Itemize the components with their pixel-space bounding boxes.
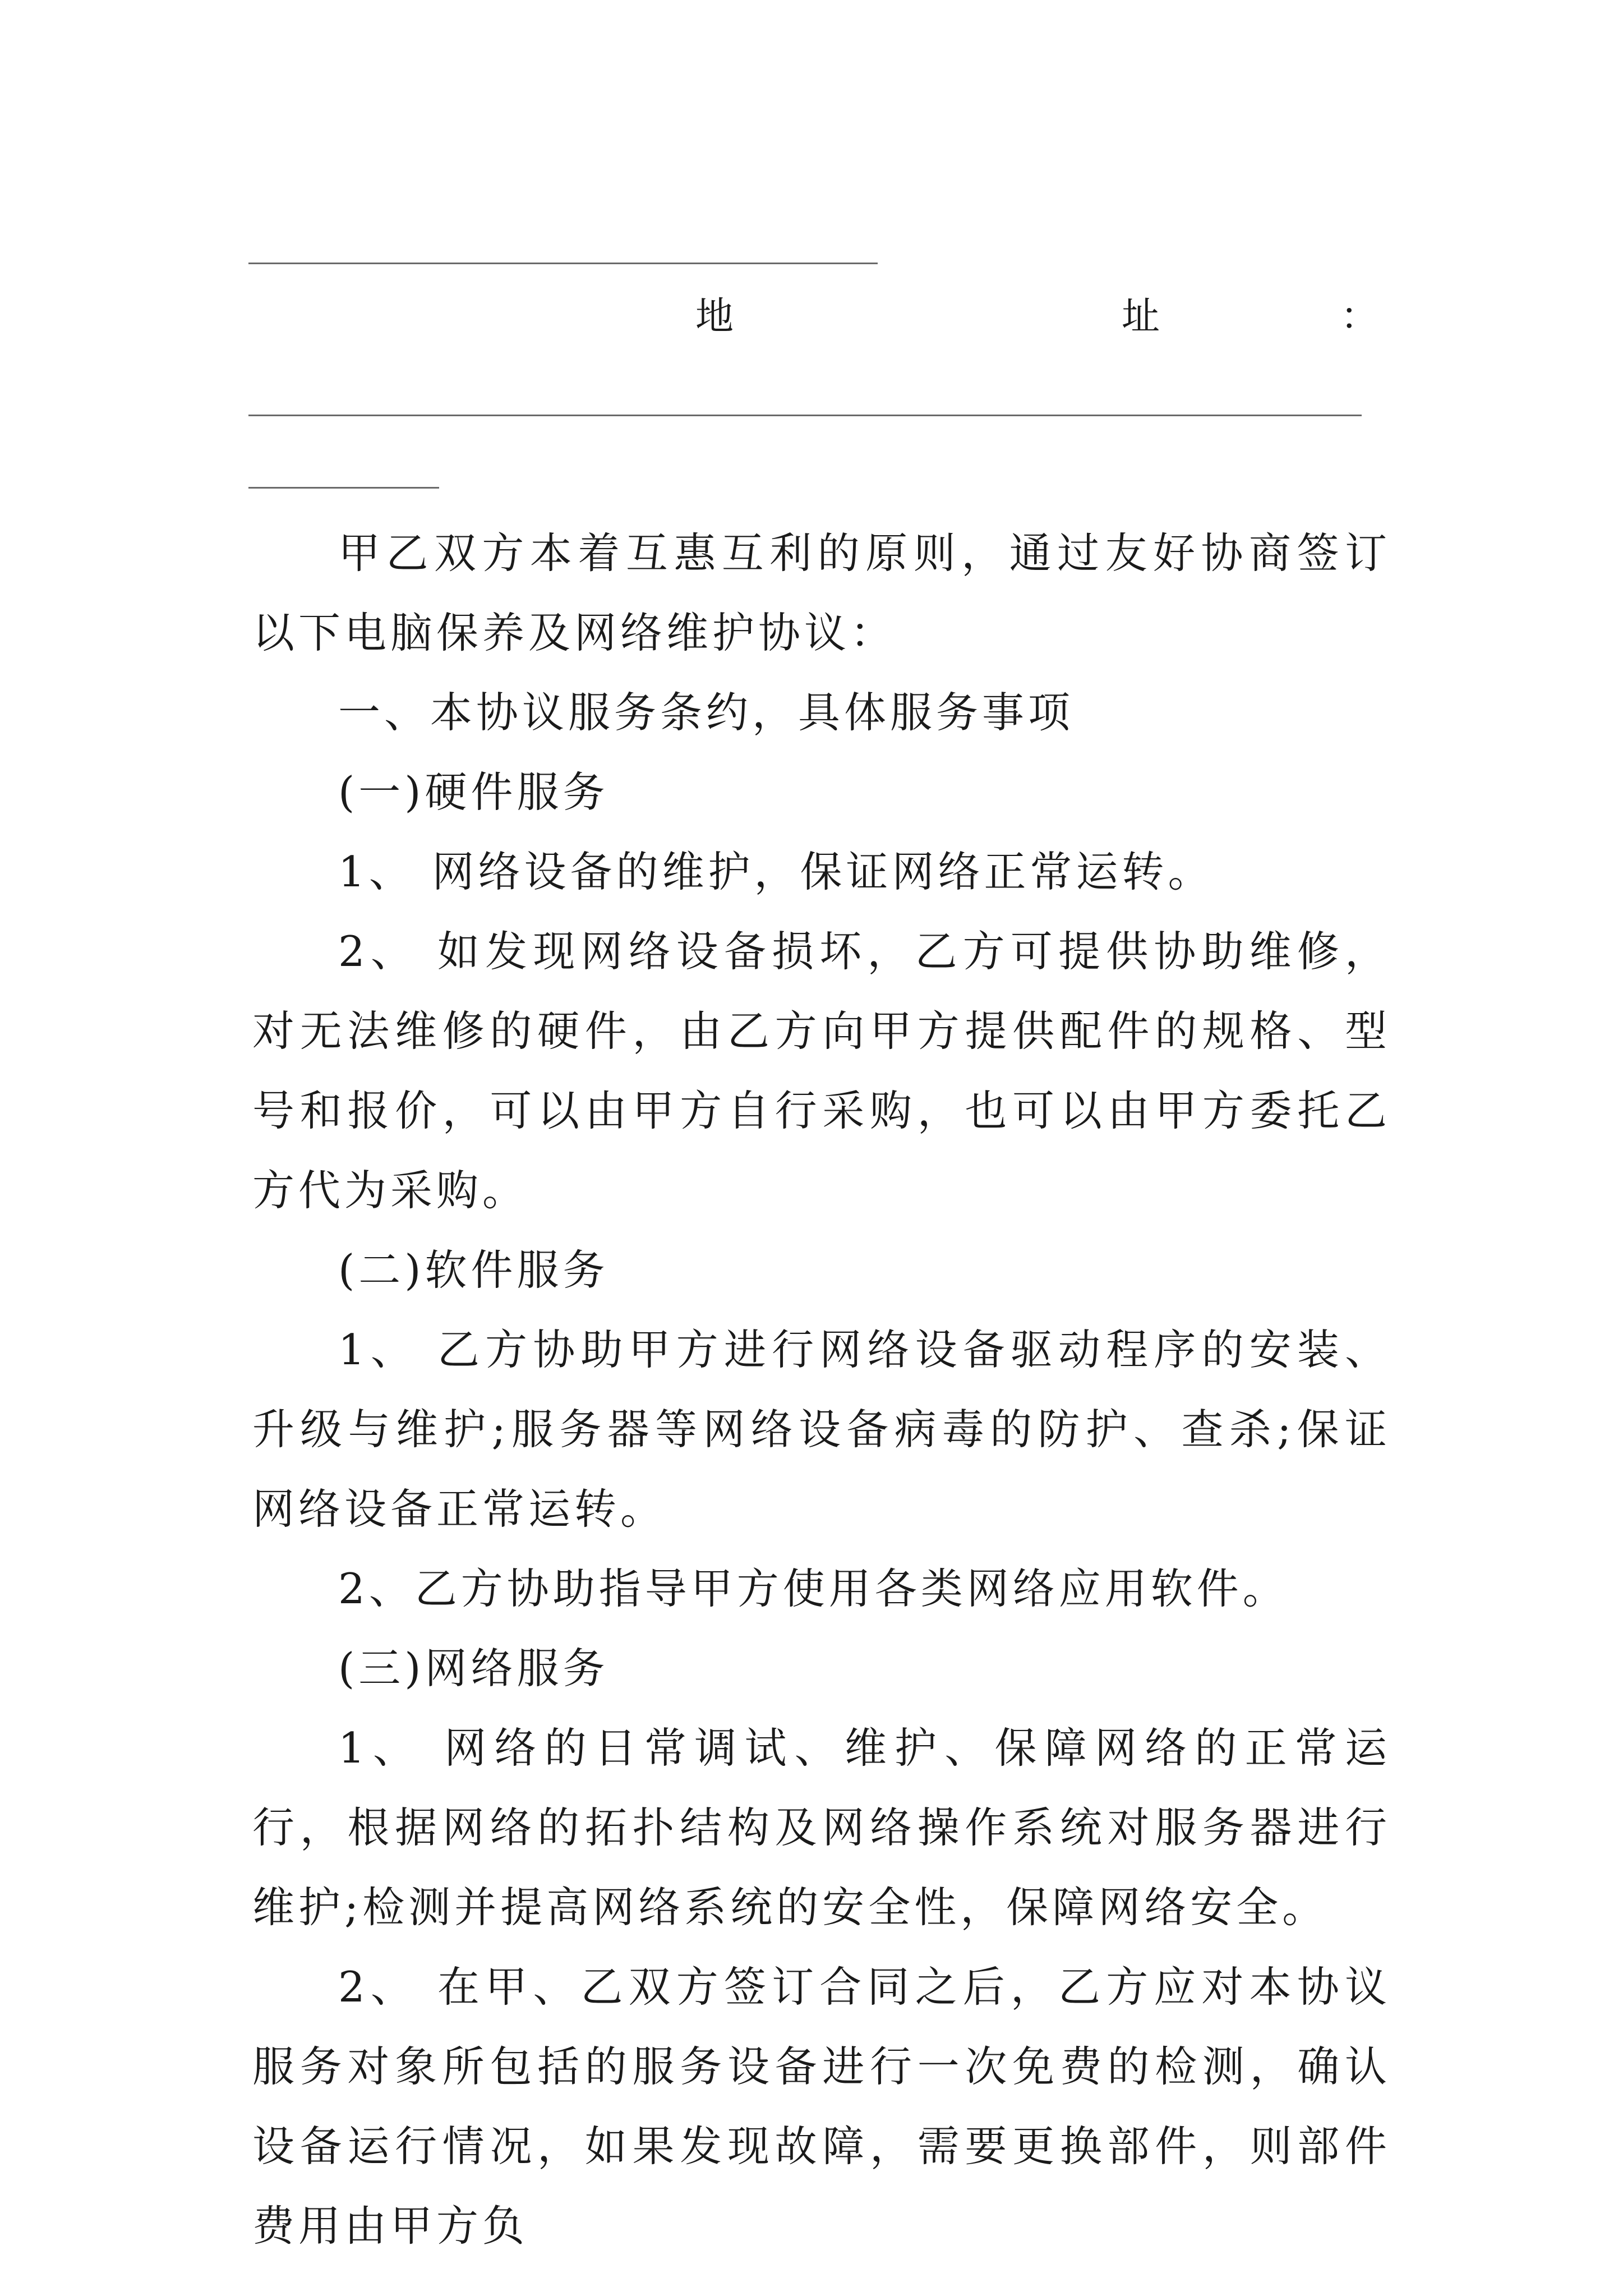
blank-underline-1: [248, 263, 878, 264]
address-label-char-1: 地: [695, 295, 734, 339]
hardware-item-2: 2、 如发现网络设备损坏，乙方可提供协助维修，对无法维修的硬件，由乙方向甲方提供配件的规格、型号和报价，可以由甲方自行采购，也可以由甲方委托乙方代为采购。: [252, 927, 1391, 1215]
network-item-1: 1、 网络的日常调试、维护、保障网络的正常运行，根据网络的拓扑结构及网络操作系统对服务器进行维护;检测并提高网络系统的安全性，保障网络安全。: [252, 1723, 1391, 1932]
subsection-network: (三)网络服务: [338, 1644, 609, 1693]
address-label-char-2: 址: [1122, 295, 1160, 339]
section-heading-1: 一、本协议服务条约，具体服务事项: [338, 688, 1075, 737]
software-item-2: 2、乙方协助指导甲方使用各类网络应用软件。: [338, 1564, 1289, 1613]
agreement-body: [252, 513, 1391, 2266]
subsection-software: (二)软件服务: [338, 1245, 609, 1295]
address-label-colon: ：: [1340, 295, 1379, 339]
network-item-2: 2、 在甲、乙双方签订合同之后，乙方应对本协议服务对象所包括的服务设备进行一次免费的检测，确认设备运行情况，如果发现故障，需要更换部件，则部件费用由甲方负: [252, 1962, 1391, 2251]
hardware-item-1: 1、 网络设备的维护，保证网络正常运转。: [338, 847, 1214, 896]
address-underline: [248, 415, 1362, 416]
subsection-hardware: (一)硬件服务: [338, 767, 609, 817]
software-item-1: 1、 乙方协助甲方进行网络设备驱动程序的安装、升级与维护;服务器等网络设备病毒的防护、查杀;保证网络设备正常运转。: [252, 1325, 1391, 1534]
address-underline-tail: [248, 487, 439, 489]
paragraph-intro: 甲乙双方本着互惠互利的原则，通过友好协商签订以下电脑保养及网络维护协议：: [252, 528, 1391, 657]
